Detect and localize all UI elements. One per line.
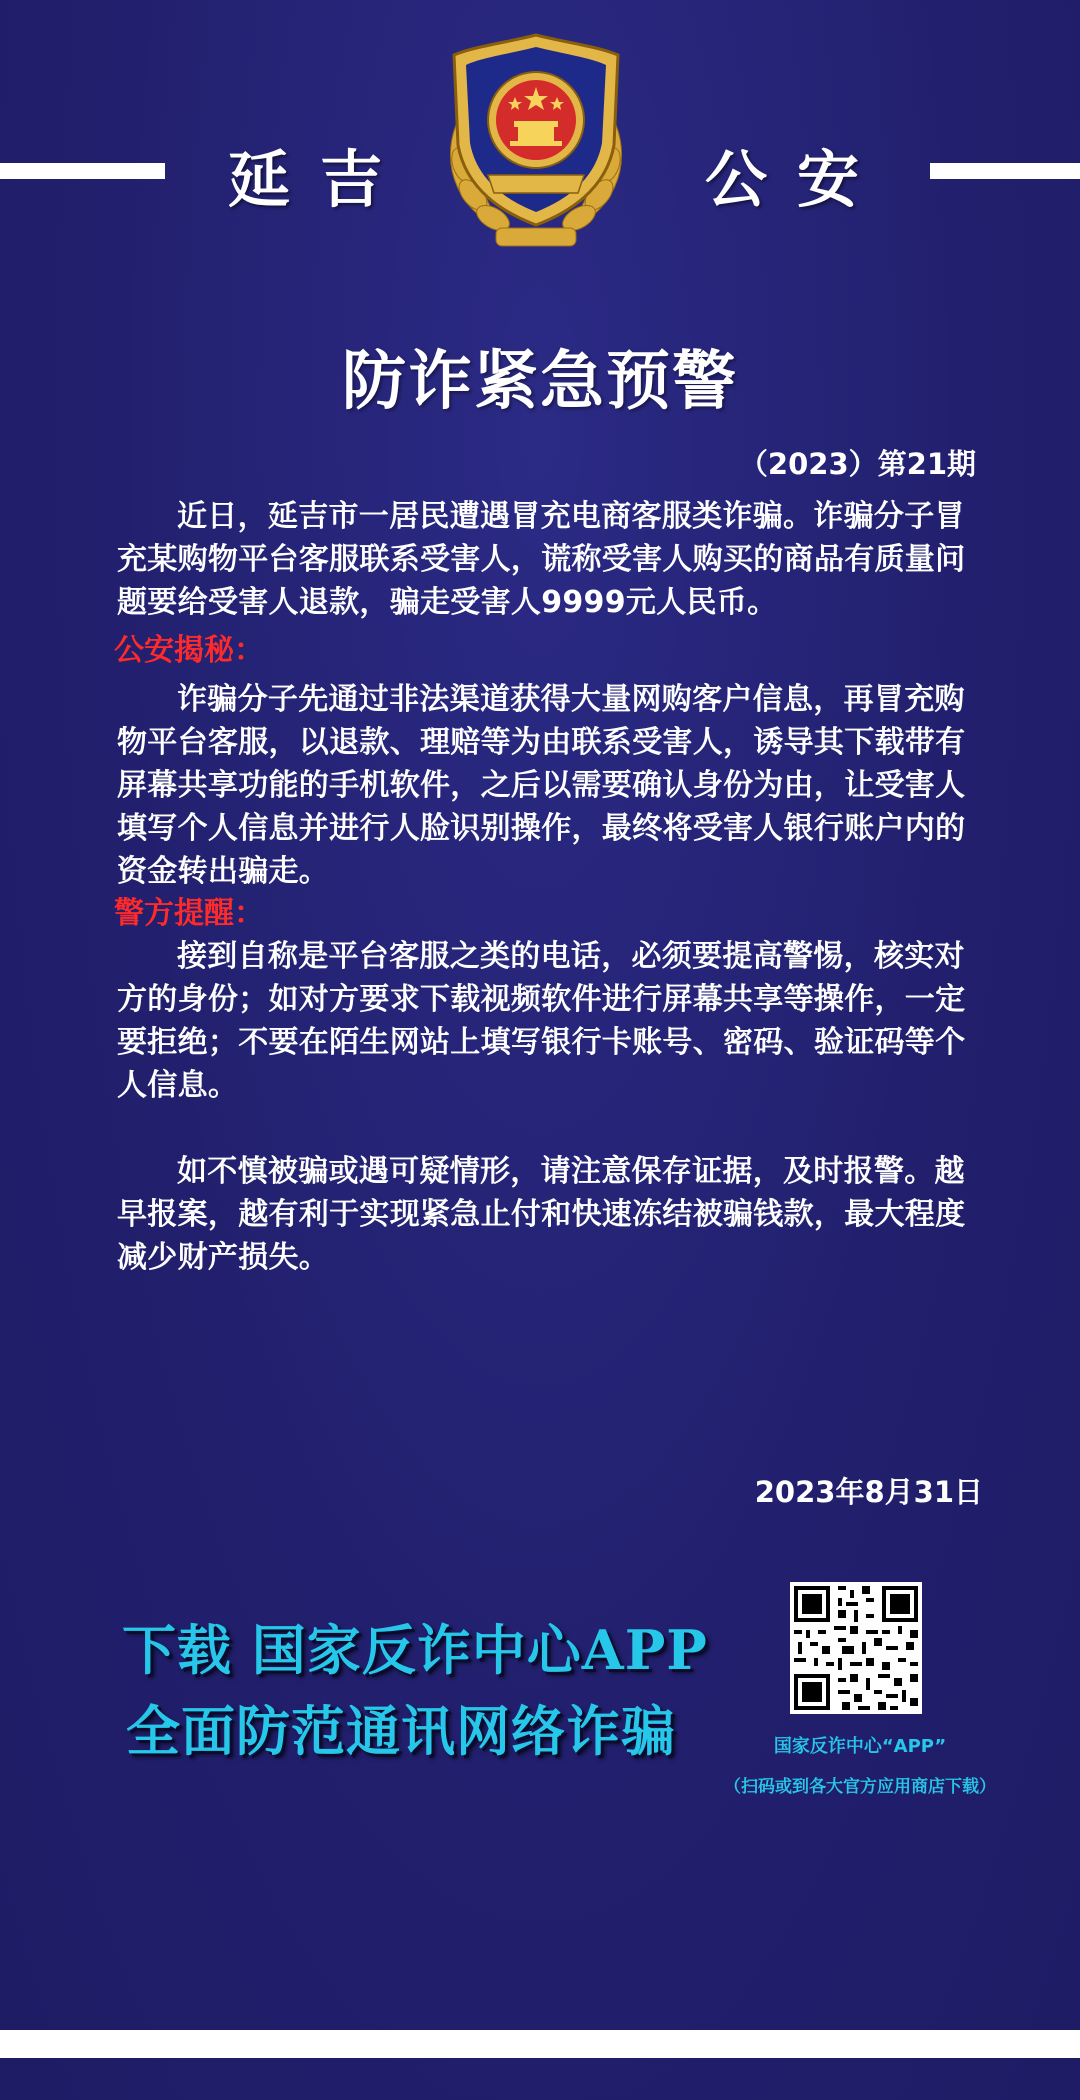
header-rule-right [930,163,1080,179]
closing-paragraph: 如不慎被骗或遇可疑情形，请注意保存证据，及时报警。越早报案，越有利于实现紧急止付和快速冻结被骗钱款，最大程度减少财产损失。 [117,1154,966,1275]
publish-date: 2023年8月31日 [754,1475,983,1509]
header-right-text: 公安 [705,143,890,216]
header-left-text: 延吉 [228,143,413,216]
bottom-band [0,2030,1080,2058]
header-rule-left [0,163,165,179]
qr-caption-app-name: 国家反诈中心“APP” [773,1736,947,1757]
intro-paragraph: 近日，延吉市一居民遭遇冒充电商客服类诈骗。诈骗分子冒充某购物平台客服联系受害人，谎称受害人购买的商品有质量问题要给受害人退款，骗走受害人9999元人民币。 [117,499,966,620]
police-emblem-icon [418,25,654,257]
page-title: 防诈紧急预警 [342,345,738,419]
reveal-heading: 公安揭秘： [114,633,264,668]
promo-line-prevent: 全面防范通讯网络诈骗 [126,1699,676,1763]
qr-code-icon [790,1582,922,1714]
qr-caption-download-hint: （扫码或到各大官方应用商店下载） [724,1777,996,1797]
warning-heading: 警方提醒： [114,896,264,931]
reveal-paragraph: 诈骗分子先通过非法渠道获得大量网购客户信息，再冒充购物平台客服，以退款、理赔等为由联系受害人，诱导其下载带有屏幕共享功能的手机软件，之后以需要确认身份为由，让受害人填写个人信息并进行人脸识别操作，最终将受害人银行账户内的资金转出骗走。 [117,682,966,889]
promo-line-download: 下载 国家反诈中心APP [122,1618,708,1682]
article-body [114,495,977,1279]
issue-number: （2023）第21期 [738,447,976,481]
warning-paragraph: 接到自称是平台客服之类的电话，必须要提高警惕，核实对方的身份；如对方要求下载视频软件进行屏幕共享等操作，一定要拒绝；不要在陌生网站上填写银行卡账号、密码、验证码等个人信息。 [117,939,966,1103]
